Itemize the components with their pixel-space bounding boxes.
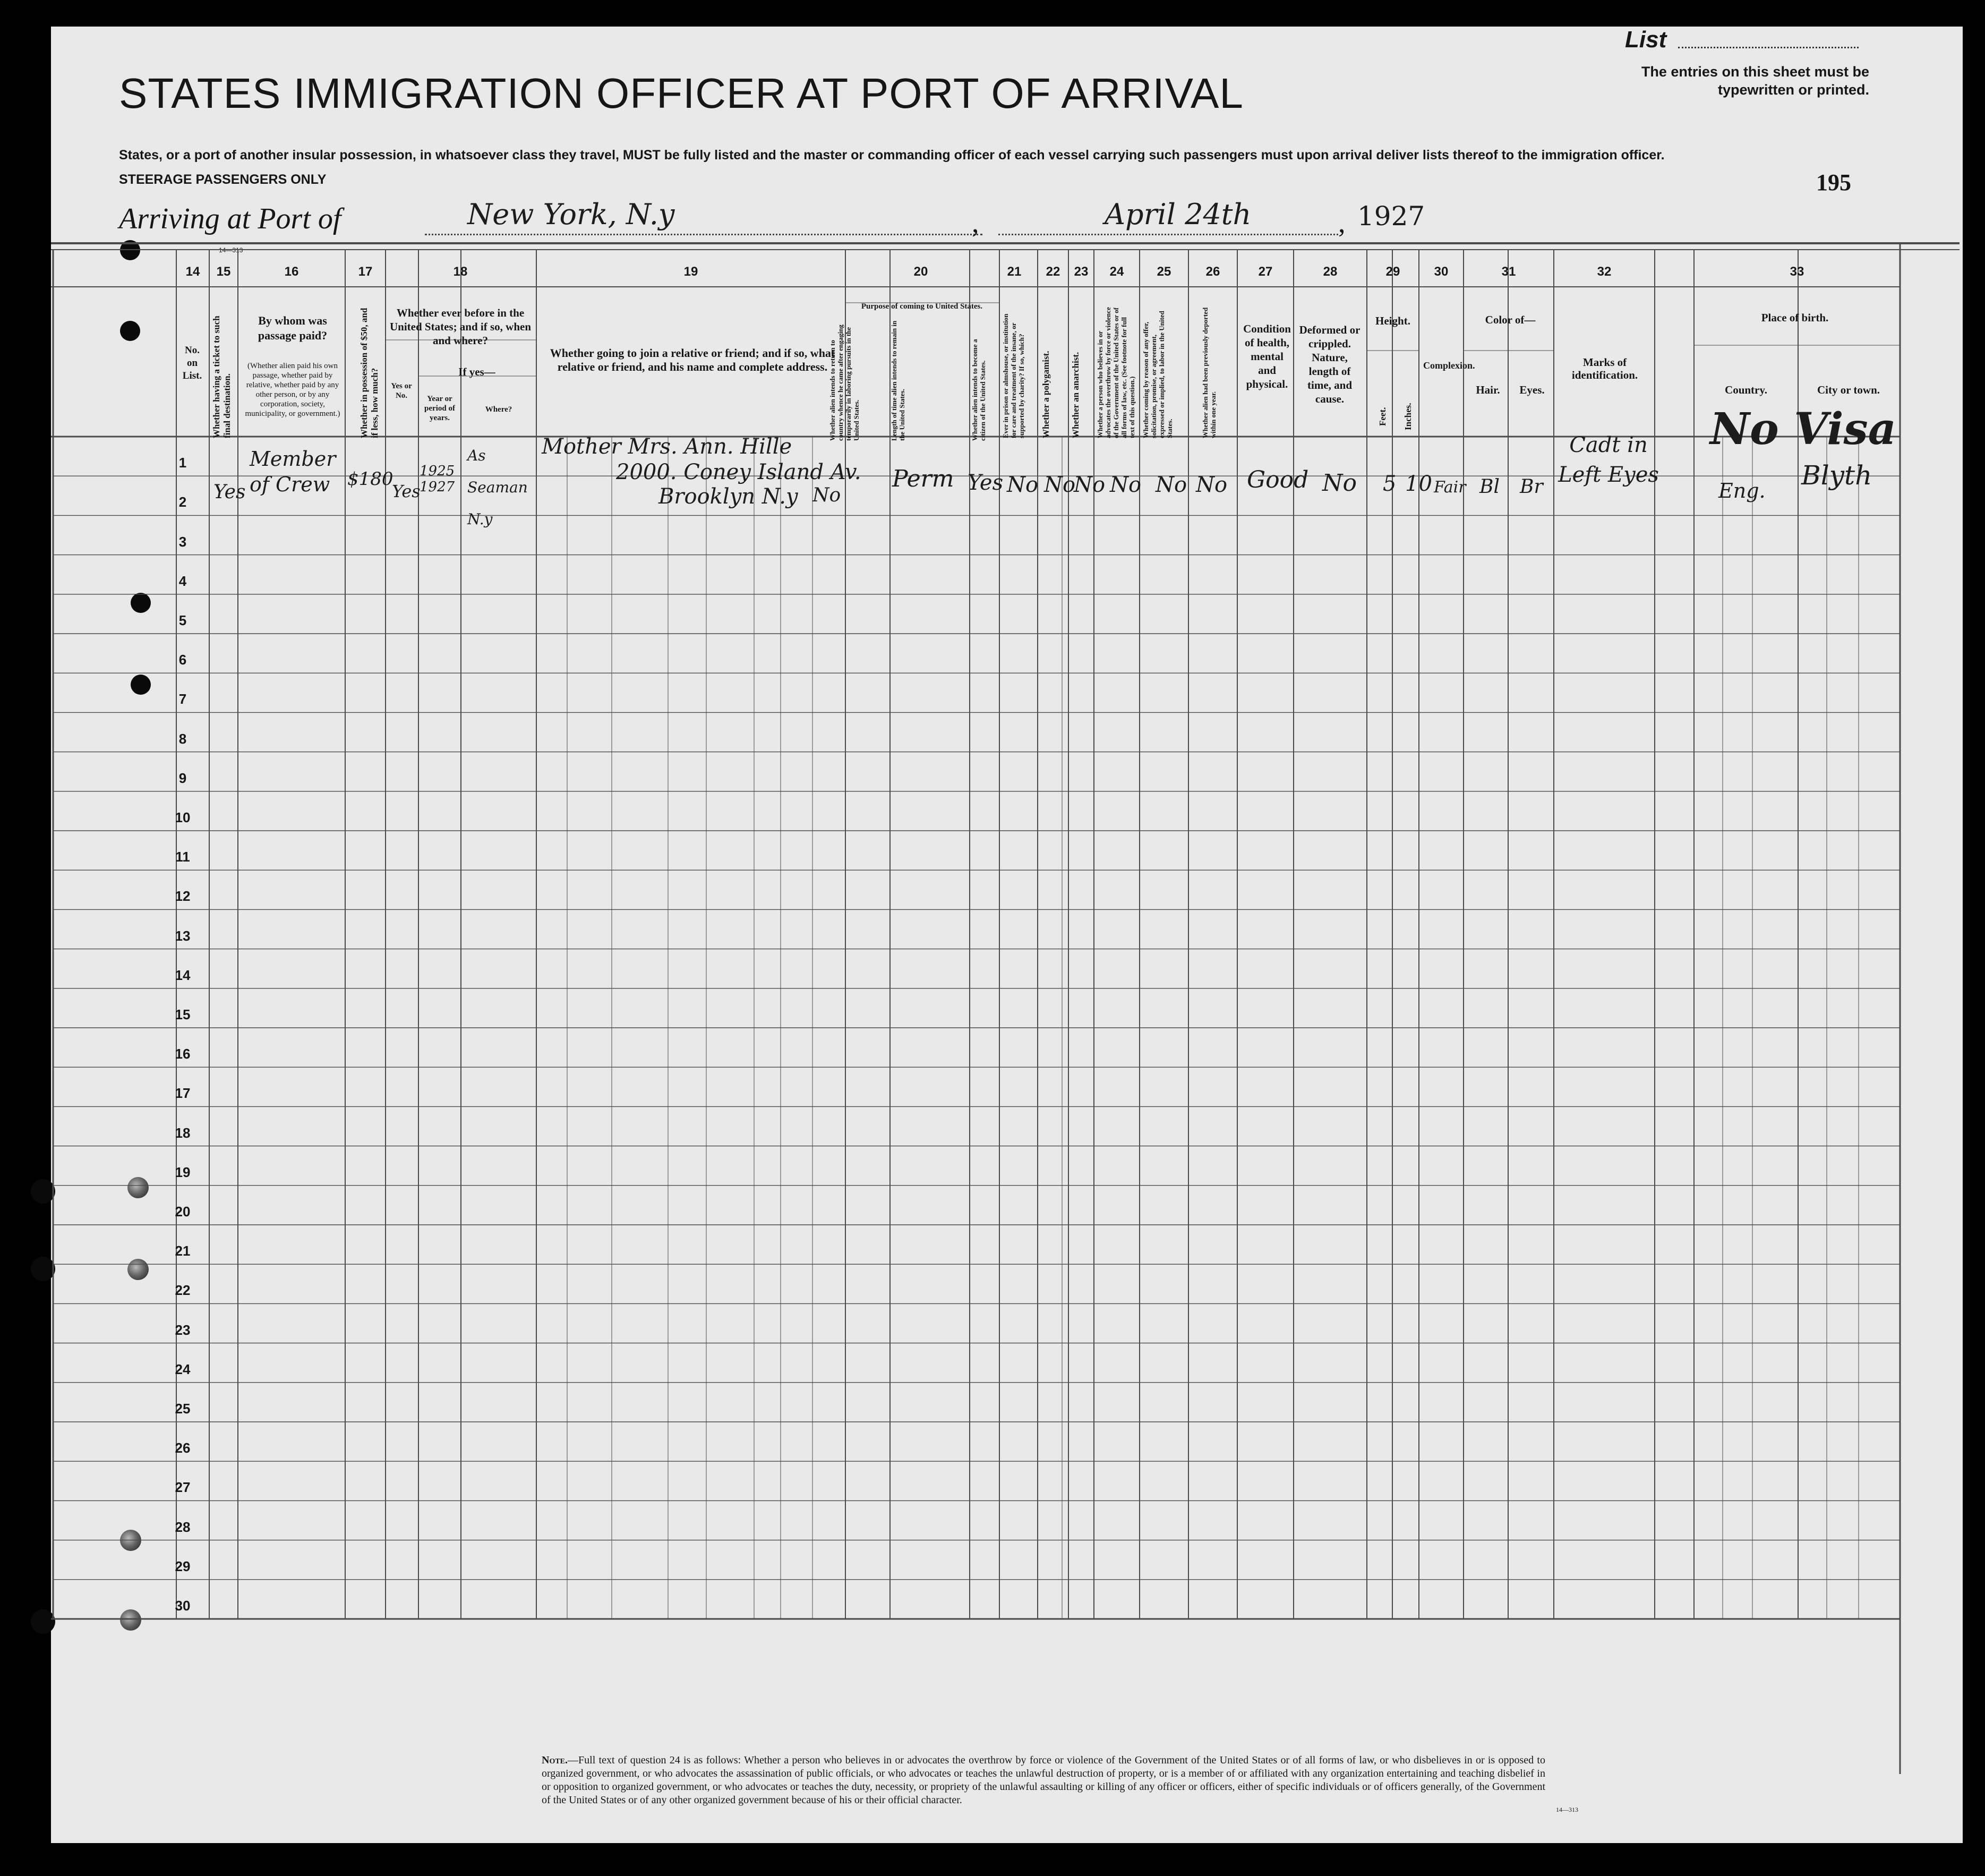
row-number: 15 <box>175 1007 191 1022</box>
row-number: 11 <box>175 849 190 865</box>
hdr-15: Whether having a ticket to such final destination. <box>211 315 232 438</box>
hdr-18-ifyes: If yes— <box>458 365 495 378</box>
row-number: 14 <box>175 967 191 983</box>
entry-marks: Cadt in Left Eyes <box>1558 433 1659 487</box>
entry-deported: No <box>1196 473 1228 497</box>
row-number: 25 <box>175 1401 191 1417</box>
entry-money: $180 <box>347 468 393 490</box>
column-number-23: 23 <box>1074 265 1089 279</box>
entry-deformed: No <box>1322 470 1357 497</box>
row-number: 4 <box>178 573 187 589</box>
column-number-19: 19 <box>683 265 698 279</box>
entry-return-intent: No <box>812 484 841 506</box>
hdr-20-c: Whether alien intends to become a citizen of the United States. <box>971 339 987 441</box>
column-number-25: 25 <box>1157 265 1171 279</box>
column-number-27: 27 <box>1258 265 1273 279</box>
entry-anarchist: No <box>1074 473 1106 497</box>
entry-inches: 10 <box>1405 472 1432 496</box>
steerage-label: STEERAGE PASSENGERS ONLY <box>119 172 327 187</box>
column-number-28: 28 <box>1323 265 1338 279</box>
row-number: 5 <box>178 612 187 628</box>
row-number: 26 <box>175 1440 191 1456</box>
hdr-20-b: Length of time alien intends to remain in the United States. <box>890 320 906 441</box>
row-number: 22 <box>175 1282 191 1299</box>
row-number: 20 <box>175 1204 191 1220</box>
column-number-32: 32 <box>1597 265 1612 279</box>
hdr-14: No. on List. <box>182 345 202 381</box>
hdr-18: Whether ever before in the United States; and if so, when and where? <box>389 306 532 347</box>
list-label: List <box>1625 27 1667 53</box>
hdr-26: Whether alien had been previously deported within one year. <box>1201 307 1217 438</box>
row-number: 30 <box>175 1598 191 1614</box>
entry-before-yes: Yes <box>392 481 421 501</box>
entry-hair: Bl <box>1479 476 1500 498</box>
entry-prison: No <box>1007 473 1039 497</box>
hdr-30: Complexion. <box>1423 360 1475 371</box>
row-number: 18 <box>175 1124 191 1141</box>
column-number-30: 30 <box>1434 265 1449 279</box>
entry-paid-by: Member of Crew <box>250 447 336 496</box>
page-number: 195 <box>1816 169 1851 195</box>
row-number: 24 <box>175 1361 191 1377</box>
column-number-15: 15 <box>216 265 231 279</box>
hdr-18-year: Year or period of years. <box>424 395 455 422</box>
row-number: 23 <box>175 1321 191 1338</box>
footnote-text: —Full text of question 24 is as follows: Whether a person who believes in or advocates the overthrow by force or violence of the Government of the United States or of all forms of law, or who disbelieves in or is opposed to organized government, or who advocates the assassination of public officials, or who advocates or teaches the unlawful destruction of property, or is a member of or affiliated with any organization entertaining and teaching disbelief in or opposition to organized government, or who advocates or teaches the duty, necessity, or propriety of the unlawful assaulting or killing of any officer or officers, either of specific individuals or of officers generally, of the Government of the United States or of any other organized government because of his or their official character. <box>542 1754 1545 1806</box>
hdr-23: Whether an anarchist. <box>1071 352 1081 438</box>
hdr-16: By whom was passage paid? <box>258 314 328 342</box>
hdr-25: Whether coming by reason of any offer, solicitation, promise, or agreement, expressed or implied, to labor in the United States. <box>1142 311 1174 438</box>
footnote-label: Note. <box>542 1754 568 1766</box>
entry-health: Good <box>1247 466 1309 493</box>
row-number: 2 <box>178 494 187 510</box>
no-visa-stamp: No Visa <box>1710 404 1896 455</box>
column-number-33: 33 <box>1790 265 1804 279</box>
entry-eyes: Br <box>1520 476 1543 498</box>
hdr-16-sub: (Whether alien paid his own passage, whether paid by relative, whether paid by any other person, or by any corporation, society, municipality, or government.) <box>245 362 340 418</box>
hdr-31: Color of— <box>1485 313 1536 326</box>
arriving-label: Arriving at Port of <box>119 202 341 235</box>
entry-join-2: 2000. Coney Island Av. <box>616 460 861 484</box>
row-number: 13 <box>175 927 191 944</box>
row-number: 9 <box>178 770 187 786</box>
entry-overthrow: No <box>1110 473 1142 497</box>
column-number-17: 17 <box>358 265 373 279</box>
entry-join-1: Mother Mrs. Ann. Hille <box>542 434 792 459</box>
hdr-17: Whether in possession of $50, and if less, how much? <box>359 308 380 438</box>
hdr-31-eyes: Eyes. <box>1519 383 1545 396</box>
column-number-18: 18 <box>453 265 468 279</box>
row-number: 29 <box>175 1558 191 1574</box>
row-number: 3 <box>178 533 187 550</box>
entry-join-3: Brooklyn N.y <box>658 484 798 509</box>
hdr-21: Ever in prison or almshouse, or institution for care and treatment of the insane, or supported by charity? If so, which? <box>1002 313 1025 438</box>
column-number-26: 26 <box>1205 265 1220 279</box>
entry-before-years: 1925 1927 <box>420 463 455 495</box>
date-value: April 24th <box>1105 198 1252 231</box>
row-number: 21 <box>175 1243 191 1259</box>
page-subtitle: States, or a port of another insular possession, in whatsoever class they travel, MUST be fully listed and the master or commanding officer of each vessel carrying such passengers must upon arrival deliver lists thereof to the immigration officer. <box>119 148 1665 163</box>
entry-complexion: Fair <box>1434 478 1466 497</box>
entry-ticket: Yes <box>213 481 246 503</box>
row-number: 28 <box>175 1519 191 1535</box>
hdr-27: Condition of health, mental and physical. <box>1243 322 1291 390</box>
hdr-22: Whether a polygamist. <box>1041 351 1051 438</box>
column-number-16: 16 <box>284 265 299 279</box>
entry-before-where: As Seaman N.y <box>467 447 528 528</box>
row-number: 1 <box>178 455 187 471</box>
row-number: 8 <box>178 730 187 747</box>
entry-polygamist: No <box>1044 473 1076 497</box>
row-number: 19 <box>175 1164 191 1180</box>
column-number-21: 21 <box>1007 265 1022 279</box>
hdr-20-a: Whether alien intends to return to country whence he came after engaging temporarily in laboring pursuits in the United States. <box>828 325 860 441</box>
hdr-33-city: City or town. <box>1817 383 1880 396</box>
comma: , <box>1338 207 1346 238</box>
entry-length-stay: Perm <box>892 465 954 492</box>
hdr-29: Height. <box>1375 314 1410 327</box>
footnote <box>542 1754 1545 1807</box>
form-code: 14—313 <box>1556 1806 1578 1813</box>
hdr-19: Whether going to join a relative or friend; and if so, what relative or friend, and his name and complete address. <box>550 346 835 373</box>
entry-feet: 5 <box>1383 472 1397 496</box>
entry-city: Blyth <box>1801 460 1872 491</box>
entry-citizen: Yes <box>968 471 1004 495</box>
hdr-18-yesno: Yes or No. <box>391 382 412 400</box>
row-number: 17 <box>175 1085 191 1102</box>
row-number: 7 <box>178 691 187 707</box>
column-number-14: 14 <box>185 265 200 279</box>
hdr-29-feet: Feet. <box>1377 407 1388 426</box>
column-number-24: 24 <box>1109 265 1124 279</box>
row-number: 12 <box>175 888 191 905</box>
hdr-33-country: Country. <box>1725 383 1767 396</box>
entry-offer: No <box>1156 473 1187 497</box>
hdr-33: Place of birth. <box>1761 311 1829 324</box>
column-number-20: 20 <box>913 265 928 279</box>
hdr-32: Marks of identification. <box>1571 356 1638 381</box>
form-code-top: 14—313 <box>219 246 243 254</box>
row-number: 10 <box>175 809 191 825</box>
hdr-24: Whether a person who believes in or advocates the overthrow by force or violence of the Government of the United States or of all forms of law, etc. (See footnote for full text of this question.) <box>1096 307 1136 438</box>
comma: , <box>972 207 979 238</box>
port-value: New York, N.y <box>467 198 675 231</box>
year-value: 1927 <box>1357 201 1425 232</box>
hdr-18-where: Where? <box>485 405 512 414</box>
hdr-29-inches: Inches. <box>1403 403 1413 430</box>
hdr-31-hair: Hair. <box>1476 383 1500 396</box>
row-number: 16 <box>175 1046 191 1062</box>
page-title: STATES IMMIGRATION OFFICER AT PORT OF ARRIVAL <box>119 70 1244 117</box>
column-number-22: 22 <box>1046 265 1060 279</box>
hdr-20: Purpose of coming to United States. <box>861 302 983 311</box>
column-number-31: 31 <box>1501 265 1516 279</box>
hdr-28: Deformed or crippled. Nature, length of time, and cause. <box>1299 323 1361 405</box>
typewritten-instruction: The entries on this sheet must be typewritten or printed. <box>1641 64 1869 98</box>
column-number-29: 29 <box>1385 265 1400 279</box>
row-number: 6 <box>178 652 187 668</box>
entry-country: Eng. <box>1718 479 1766 502</box>
row-number: 27 <box>175 1479 191 1496</box>
